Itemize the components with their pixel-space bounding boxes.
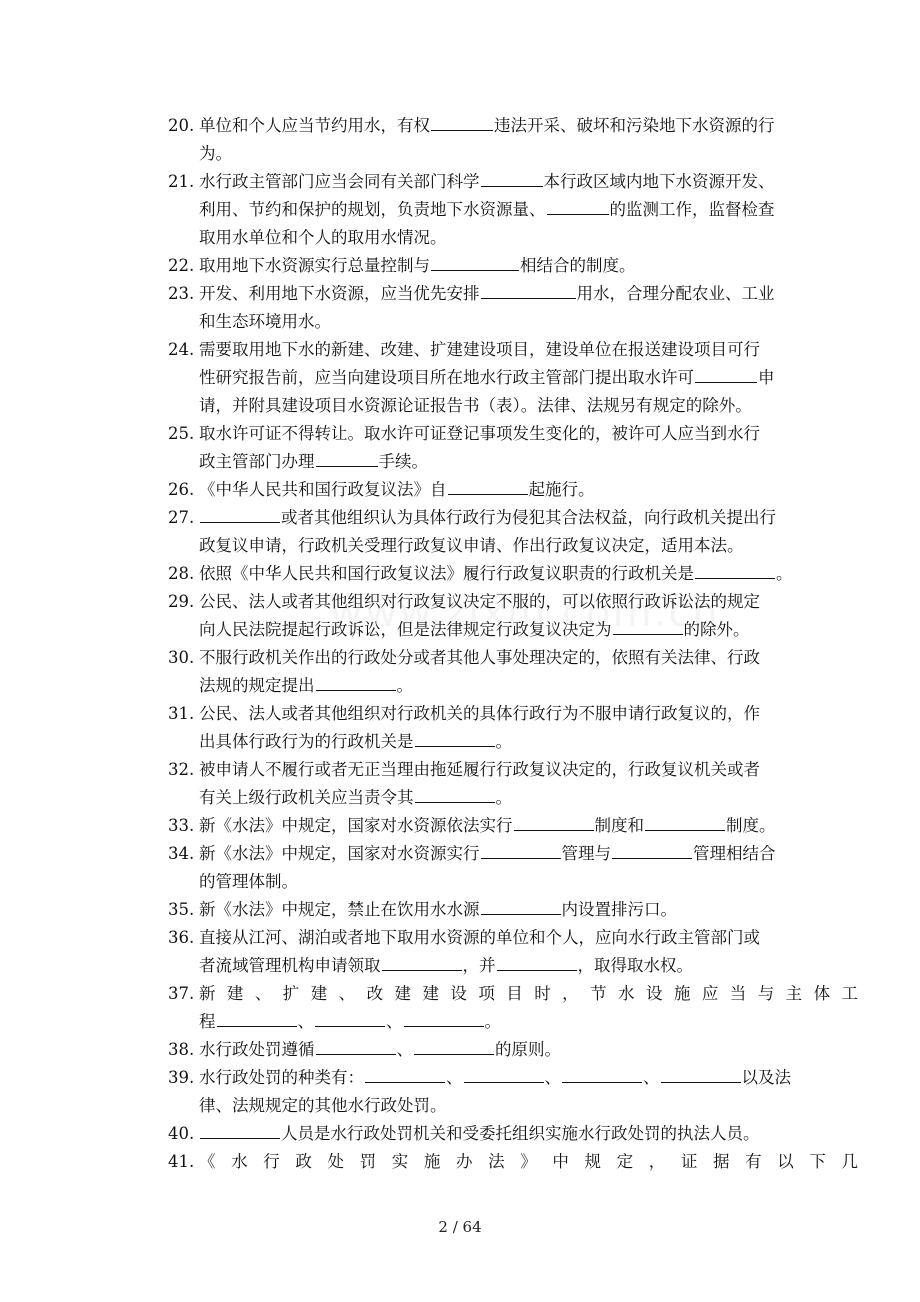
answer-blank[interactable]: [382, 952, 462, 971]
answer-blank[interactable]: [217, 1008, 297, 1027]
question-number: 35.: [168, 900, 195, 919]
question-number: 28.: [168, 564, 195, 583]
question-number: 41.: [168, 1152, 195, 1171]
answer-blank[interactable]: [695, 364, 757, 383]
question-number: 25.: [168, 424, 195, 443]
question-list: [168, 112, 858, 1176]
page-separator: /: [452, 1218, 458, 1236]
question-20: 20. 单位和个人应当节约用水，有权 违法开采、破坏和污染地下水资源的行 为。: [168, 112, 858, 168]
question-number: 33.: [168, 816, 195, 835]
question-32: 32. 被申请人不履行或者无正当理由拖延履行行政复议决定的，行政复议机关或者 有关上级行政机关应当责令其 。: [168, 756, 858, 812]
question-number: 34.: [168, 844, 195, 863]
answer-blank[interactable]: [431, 252, 519, 271]
question-number: 38.: [168, 1040, 195, 1059]
question-number: 21.: [168, 172, 195, 191]
question-number: 32.: [168, 760, 195, 779]
question-28: 28. 依照《中华人民共和国行政复议法》履行行政复议职责的行政机关是 。: [168, 560, 858, 588]
answer-blank[interactable]: [661, 1064, 741, 1083]
answer-blank[interactable]: [415, 784, 495, 803]
answer-blank[interactable]: [431, 112, 493, 131]
question-number: 24.: [168, 340, 195, 359]
answer-blank[interactable]: [481, 168, 543, 187]
answer-blank[interactable]: [404, 1008, 484, 1027]
answer-blank[interactable]: [316, 1036, 396, 1055]
answer-blank[interactable]: [316, 448, 378, 467]
question-number: 26.: [168, 480, 195, 499]
question-number: 40.: [168, 1124, 195, 1143]
question-21: 21. 水行政主管部门应当会同有关部门科学 本行政区域内地下水资源开发、 利用、节约和保护的规划，负责地下水资源量、 的监测工作，监督检查 取用水单位和个人的取用水情况。: [168, 168, 858, 252]
answer-blank[interactable]: [365, 1064, 445, 1083]
current-page: 2: [438, 1218, 448, 1236]
answer-blank[interactable]: [200, 1120, 280, 1139]
question-36: 36. 直接从江河、湖泊或者地下取用水资源的单位和个人，应向水行政主管部门或 者流域管理机构申请领取 ，并 ，取得取水权。: [168, 924, 858, 980]
answer-blank[interactable]: [695, 560, 775, 579]
question-29: 29. 公民、法人或者其他组织对行政复议决定不服的，可以依照行政诉讼法的规定 向人民法院提起行政诉讼，但是法律规定行政复议决定为 的除外。: [168, 588, 858, 644]
answer-blank[interactable]: [481, 896, 561, 915]
answer-blank[interactable]: [315, 1008, 385, 1027]
question-41: 41. 《水行政处罚实施办法》中规定，证据有以下几: [168, 1148, 858, 1176]
question-23: 23. 开发、利用地下水资源，应当优先安排 用水，合理分配农业、工业 和生态环境用水。: [168, 280, 858, 336]
question-number: 22.: [168, 256, 195, 275]
answer-blank[interactable]: [481, 280, 576, 299]
question-number: 36.: [168, 928, 195, 947]
answer-blank[interactable]: [514, 812, 594, 831]
answer-blank[interactable]: [547, 196, 609, 215]
question-24: 24. 需要取用地下水的新建、改建、扩建建设项目，建设单位在报送建设项目可行 性研究报告前，应当向建设项目所在地水行政主管部门提出取水许可 申 请，并附具建设项目水资源论证报告书（表）。法律、法规另有规定的除外。: [168, 336, 858, 420]
answer-blank[interactable]: [414, 1036, 494, 1055]
answer-blank[interactable]: [448, 476, 528, 495]
total-pages: 64: [462, 1218, 482, 1236]
question-31: 31. 公民、法人或者其他组织对行政机关的具体行政行为不服申请行政复议的，作 出具体行政行为的行政机关是 。: [168, 700, 858, 756]
question-39: 39. 水行政处罚的种类有： 、 、 、 以及法 律、法规规定的其他水行政处罚。: [168, 1064, 858, 1120]
question-number: 27.: [168, 508, 195, 527]
question-37: 37. 新建、扩建、改建建设项目时，节水设施应当与主体工 程 、 、 。: [168, 980, 858, 1036]
question-38: 38. 水行政处罚遵循 、 的原则。: [168, 1036, 858, 1064]
question-number: 39.: [168, 1068, 195, 1087]
question-30: 30. 不服行政机关作出的行政处分或者其他人事处理决定的，依照有关法律、行政 法规的规定提出 。: [168, 644, 858, 700]
question-34: 34. 新《水法》中规定，国家对水资源实行 管理与 管理相结合 的管理体制。: [168, 840, 858, 896]
answer-blank[interactable]: [645, 812, 725, 831]
question-number: 31.: [168, 704, 195, 723]
answer-blank[interactable]: [613, 616, 683, 635]
answer-blank[interactable]: [464, 1064, 544, 1083]
answer-blank[interactable]: [481, 840, 561, 859]
answer-blank[interactable]: [612, 840, 692, 859]
question-26: 26. 《中华人民共和国行政复议法》自 起施行。: [168, 476, 858, 504]
question-number: 37.: [168, 984, 195, 1003]
page-number: [0, 1218, 920, 1236]
question-22: 22. 取用地下水资源实行总量控制与 相结合的制度。: [168, 252, 858, 280]
answer-blank[interactable]: [562, 1064, 642, 1083]
answer-blank[interactable]: [200, 504, 280, 523]
question-number: 20.: [168, 116, 195, 135]
question-27: 27. 或者其他组织认为具体行政行为侵犯其合法权益，向行政机关提出行 政复议申请，行政机关受理行政复议申请、作出行政复议决定，适用本法。: [168, 504, 858, 560]
question-number: 30.: [168, 648, 195, 667]
question-33: 33. 新《水法》中规定，国家对水资源依法实行 制度和 制度。: [168, 812, 858, 840]
answer-blank[interactable]: [316, 672, 396, 691]
question-25: 25. 取水许可证不得转让。取水许可证登记事项发生变化的，被许可人应当到水行 政主管部门办理 手续。: [168, 420, 858, 476]
question-35: 35. 新《水法》中规定，禁止在饮用水水源 内设置排污口。: [168, 896, 858, 924]
question-number: 29.: [168, 592, 195, 611]
answer-blank[interactable]: [497, 952, 577, 971]
answer-blank[interactable]: [415, 728, 495, 747]
question-number: 23.: [168, 284, 195, 303]
question-40: 40. 人员是水行政处罚机关和受委托组织实施水行政处罚的执法人员。: [168, 1120, 858, 1148]
